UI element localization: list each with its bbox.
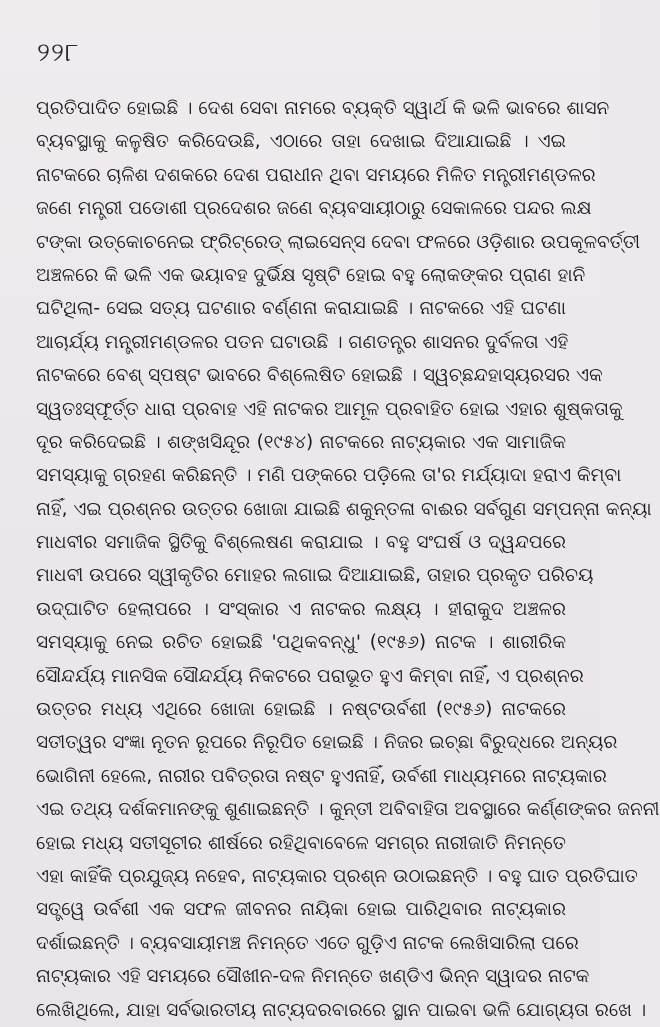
- text-line: ଅଞ୍ଚଳରେ କି ଭଳି ଏକ ଭୟାବହ ଦୁର୍ଭିକ୍ଷ ସୃଷ୍ଟି ହୋଇ ବହୁ ଲୋକଙ୍କର ପ୍ରାଣ ହାନି: [36, 264, 586, 286]
- text-line: ମାଧବୀ ଉପରେ ସ୍ୱୀକୃତିର ମୋହର ଲଗାଇ ଦିଆଯାଇଛି, ତାହାର ପ୍ରକୃତ ପରିଚୟ: [36, 565, 594, 587]
- text-line: ଏଇ ତଥ୍ୟ ଦର୍ଶକମାନଙ୍କୁ ଶୁଣାଇଛନ୍ତି । କୁନ୍ତୀ ଅବିବାହିତା ଅବସ୍ଥାରେ କର୍ଣ୍ଣଙ୍କର ଜନନୀ: [36, 799, 660, 821]
- text-line: ଟଙ୍କା ଉତ୍କୋଚନେଇ ଫ୍ରିଟ୍ରେଡ୍ ଲାଇସେନ୍ସ ଦେବା ଫଳରେ ଓଡ଼ିଶାର ଉପକୂଳବର୍ତ୍ତୀ: [36, 231, 641, 253]
- text-line: ନାଟକରେ ବେଶ୍ ସ୍ପଷ୍ଟ ଭାବରେ ବିଶ୍ଲେଷିତ ହୋଇଛି । ସ୍ୱଚ୍ଛନ୍ଦହାସ୍ୟରସର ଏକ: [36, 365, 603, 387]
- text-line: ଜଣେ ମନ୍ତ୍ରୀ ପଡୋଶୀ ପ୍ରଦେଶର ଜଣେ ବ୍ୟବସାୟୀଠାରୁ ସେକାଳରେ ପନ୍ଦର ଲକ୍ଷ: [36, 198, 592, 220]
- text-line: ପ୍ରତିପାଦିତ ହୋଇଛି । ଦେଶ ସେବା ନାମରେ ବ୍ୟକ୍ତି ସ୍ୱାର୍ଥ କି ଭଳି ଭାବରେ ଶାସନ: [36, 98, 610, 119]
- text-line: ଘଟିଥିଲା- ସେଇ ସତ୍ୟ ଘଟଣାର ବର୍ଣ୍ଣନା କରାଯାଇଛି । ନାଟକରେ ଏହି ଘଟଣା: [36, 298, 566, 320]
- text-line: ଏହା କାହିଁକି ପ୍ରଯୁଜ୍ୟ ନହେବ, ନାଟ୍ୟକାର ପ୍ରଶ୍ନ ଉଠାଇଛନ୍ତି । ବହୁ ଘାତ ପ୍ରତିଘାତ: [36, 865, 638, 887]
- text-line: ହୋଇ ମଧ୍ୟ ସତୀସୂଚୀର ଶୀର୍ଷରେ ରହିଥିବାବେଳେ ସମଗ୍ର ନାରୀଜାତି ନିମନ୍ତେ: [36, 832, 566, 854]
- text-line: ସମସ୍ୟାକୁ ନେଇ ରଚିତ ହୋଇଛି 'ପଥିକବନ୍ଧୁ' (୧୯୫୬) ନାଟକ । ଶାରୀରିକ: [36, 632, 566, 654]
- text-line: ବ୍ୟବସ୍ଥାକୁ କଳୁଷିତ କରିଦେଉଛି, ଏଠାରେ ତାହା ଦେଖାଇ ଦିଆଯାଇଛି । ଏଇ: [36, 131, 566, 153]
- text-line: ନାଟକରେ ଚାଳିଶ ଦଶକରେ ଦେଶ ପରାଧୀନ ଥିବା ସମୟରେ ମିଳିତ ମନ୍ତ୍ରୀମଣ୍ଡଳର: [36, 164, 596, 186]
- text-line: ସତୀତ୍ୱର ସଂଜ୍ଞା ନୂତନ ରୂପରେ ନିରୂପିତ ହୋଇଛି । ନିଜର ଇଚ୍ଛା ବିରୁଦ୍ଧରେ ଅନ୍ୟର: [36, 732, 618, 754]
- text-line: ଲେଖିଥିଲେ, ଯାହା ସର୍ବଭାରତୀୟ ନାଟ୍ୟଦରବାରରେ ସ୍ଥାନ ପାଇବା ଭଳି ଯୋଗ୍ୟତା ରଖେ ।: [36, 999, 647, 1021]
- text-line: ଦର୍ଶାଇଛନ୍ତି । ବ୍ୟବସାୟୀମଞ୍ଚ ନିମନ୍ତେ ଏତେ ଗୁଡ଼ିଏ ନାଟକ ଲେଖିସାରିଲା ପରେ: [36, 932, 579, 954]
- page-number: ୨୨୮: [37, 38, 80, 68]
- text-line: ସୌନ୍ଦର୍ଯ୍ୟ ମାନସିକ ସୌନ୍ଦର୍ଯ୍ୟ ନିକଟରେ ପରାଭୂତ ହୁଏ କିମ୍ବା ନାହିଁ, ଏ ପ୍ରଶ୍ନର: [36, 665, 584, 687]
- text-line: ଆଚାର୍ଯ୍ୟ ମନ୍ତ୍ରୀମଣ୍ଡଳର ପତନ ଘଟାଉଛି । ଗଣତନ୍ତ୍ର ଶାସନର ଦୁର୍ବଳତା ଏହି: [36, 331, 569, 353]
- text-line: ଦୂର କରିଦେଇଛି । ଶଙ୍ଖସିନ୍ଦୂର (୧୯୫୪) ନାଟକରେ ନାଟ୍ୟକାର ଏକ ସାମାଜିକ: [36, 431, 566, 453]
- text-line: ସମସ୍ୟାକୁ ଗ୍ରହଣ କରିଛନ୍ତି । ମଣି ପଙ୍କରେ ପଡ଼ିଲେ ତା'ର ମର୍ଯ୍ୟାଦା ହରାଏ କିମ୍ବା: [36, 465, 622, 487]
- text-line: ନାହିଁ, ଏଇ ପ୍ରଶ୍ନର ଉତ୍ତର ଖୋଜା ଯାଇଛି ଶକୁନ୍ତଳା ବାଈର ସର୍ବଗୁଣ ସମ୍ପନ୍ନା କନ୍ୟା: [36, 498, 652, 520]
- text-line: ମାଧବୀର ସମାଜିକ ସ୍ଥିତିକୁ ବିଶ୍ଲେଷଣ କରାଯାଇ । ବହୁ ସଂଘର୍ଷ ଓ ଦ୍ୱନ୍ଦପରେ: [36, 532, 566, 554]
- text-line: ଉଦ୍‌ଘାଟିତ ହେଲାପରେ । ସଂସ୍କାର ଏ ନାଟକର ଲକ୍ଷ୍ୟ । ହୀରାକୁଦ ଅଞ୍ଚଳର: [36, 598, 566, 620]
- body-paragraph: [36, 92, 660, 1027]
- text-line: ସ୍ୱତଃସ୍ଫୂର୍ତ୍ତ ଧାରା ପ୍ରବାହ ଏହି ନାଟକର ଆମୂଳ ପ୍ରବାହିତ ହୋଇ ଏହାର ଶୁଷ୍କତାକୁ: [36, 398, 623, 420]
- text-line: ନାଟ୍ୟକାର ଏହି ସମୟରେ ସୌଖୀନ-ଦଳ ନିମନ୍ତେ ଖଣ୍ଡିଏ ଭିନ୍ନ ସ୍ୱାଦର ନାଟକ: [36, 966, 590, 988]
- text-line: ସତ୍ତ୍ୱେ ଉର୍ବଶୀ ଏକ ସଫଳ ଜୀବନର ନାୟିକା ହୋଇ ପାରିଥିବାର ନାଟ୍ୟକାର: [36, 899, 566, 921]
- text-line: ଉତ୍ତର ମଧ୍ୟ ଏଥିରେ ଖୋଜା ହୋଇଛି । ନଷ୍ଟଉର୍ବଶୀ (୧୯୫୬) ନାଟକରେ: [36, 699, 566, 721]
- text-line: ଭୋଗିନୀ ହେଲେ, ନାରୀର ପବିତ୍ରତା ନଷ୍ଟ ହୁଏନାହିଁ, ଉର୍ବଶୀ ମାଧ୍ୟମରେ ନାଟ୍ୟକାର: [36, 765, 607, 787]
